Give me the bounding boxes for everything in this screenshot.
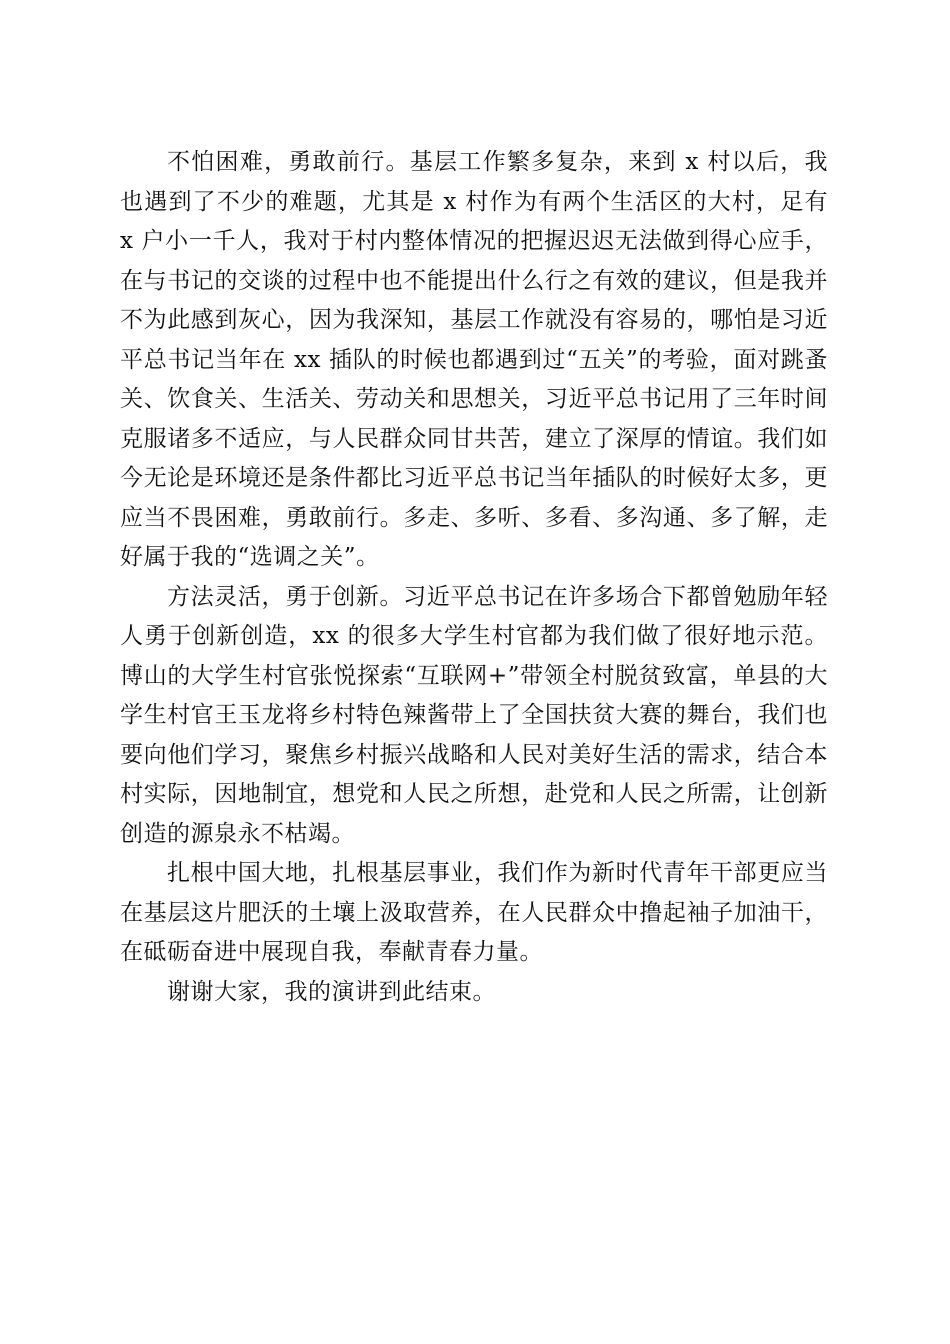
paragraph-overcome-difficulties: 不怕困难，勇敢前行。基层工作繁多复杂，来到 x 村以后，我也遇到了不少的难题，尤其是 x 村作为有两个生活区的大村，足有 x 户小一千人，我对于村内整体情况的把握迟迟无法做到得心应手，在与书记的交谈的过程中也不能提出什么行之有效的建议，但是我并不为此感到灰心，因为我深知，基层工作就没有容易的，哪怕是习近平总书记当年在 xx 插队的时候也都遇到过“五关”的考验，面对跳蚤关、饮食关、生活关、劳动关和思想关，习近平总书记用了三年时间克服诸多不适应，与人民群众同甘共苦，建立了深厚的情谊。我们如今无论是环境还是条件都比习近平总书记当年插队的时候好太多，更应当不畏困难，勇敢前行。多走、多听、多看、多沟通、多了解，走好属于我的“选调之关”。 [120,149,828,570]
document-page [120,143,828,1012]
paragraph-closing: 谢谢大家，我的演讲到此结束。 [167,978,496,1005]
paragraph-rooted-grassroots: 扎根中国大地，扎根基层事业，我们作为新时代青年干部更应当在基层这片肥沃的土壤上汲取营养，在人民群众中撸起袖子加油干，在砥砺奋进中展现自我，奉献青春力量。 [120,860,828,965]
paragraph-innovation: 方法灵活，勇于创新。习近平总书记在许多场合下都曾勉励年轻人勇于创新创造，xx 的很多大学生村官都为我们做了很好地示范。博山的大学生村官张悦探索“互联网+”带领全村脱贫致富，单县的大学生村官王玉龙将乡村特色辣酱带上了全国扶贫大赛的舞台，我们也要向他们学习，聚焦乡村振兴战略和人民对美好生活的需求，结合本村实际，因地制宜，想党和人民之所想，赴党和人民之所需，让创新创造的源泉永不枯竭。 [120,583,828,847]
